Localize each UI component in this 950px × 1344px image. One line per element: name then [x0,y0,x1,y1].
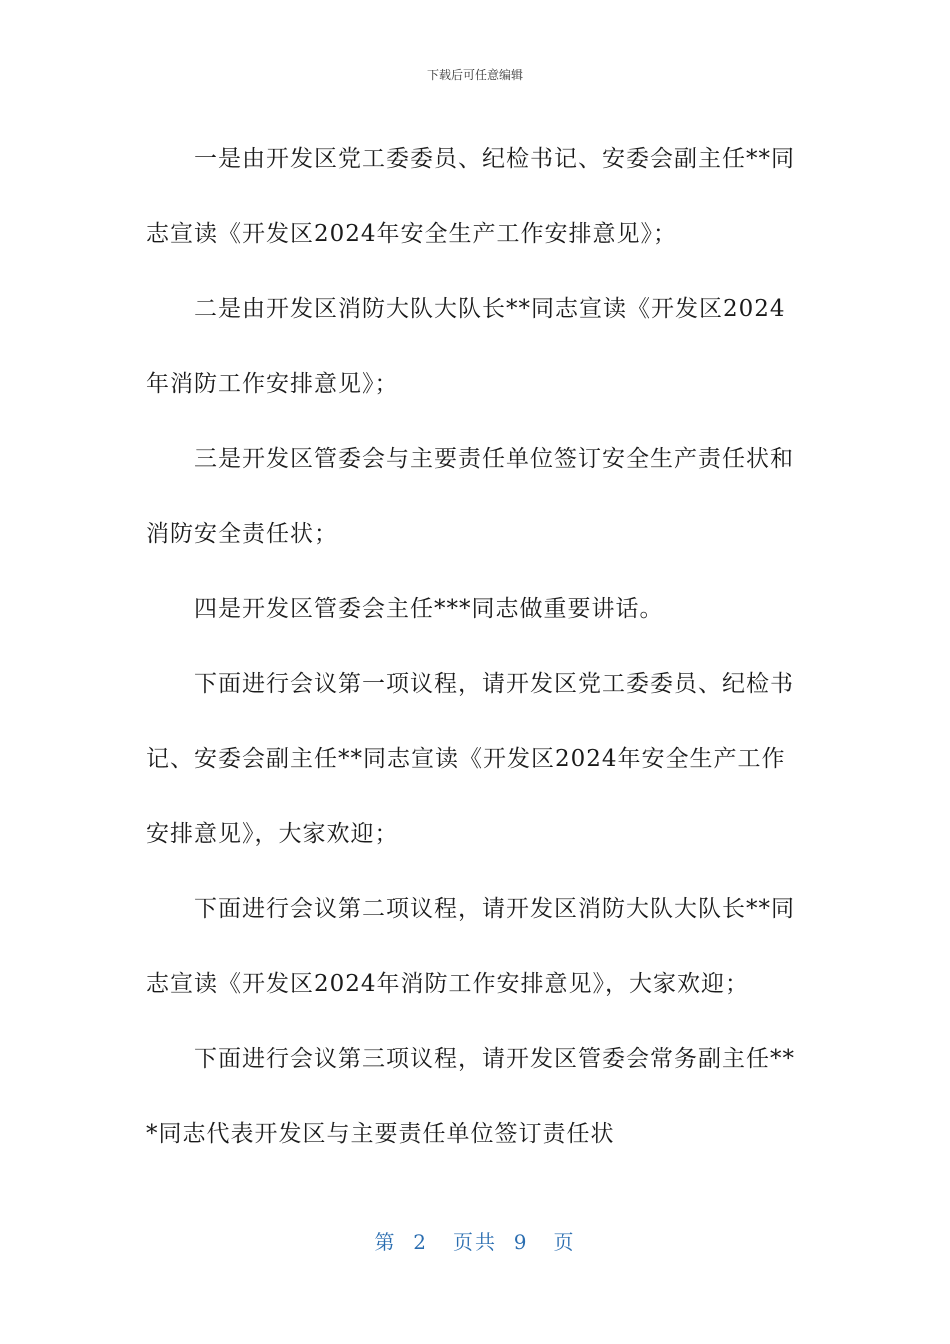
header-note: 下载后可任意编辑 [426,68,523,82]
paragraph: 下面进行会议第二项议程，请开发区消防大队大队长**同志宣读《开发区2024年消防工作安排意见》，大家欢迎； [146,896,795,997]
footer-middle: 页共 [453,1230,497,1254]
footer-prefix: 第 [374,1230,397,1254]
current-page-number: 2 [413,1230,428,1254]
total-pages-number: 9 [513,1230,529,1254]
paragraph: 三是开发区管委会与主要责任单位签订安全生产责任状和消防安全责任状； [146,446,794,547]
paragraph: 四是开发区管委会主任***同志做重要讲话。 [194,596,664,622]
paragraph: 一是由开发区党工委委员、纪检书记、安委会副主任**同志宣读《开发区2024年安全生产工作安排意见》； [146,146,795,247]
paragraph: 二是由开发区消防大队大队长**同志宣读《开发区2024年消防工作安排意见》； [146,296,786,397]
footer-suffix: 页 [553,1230,576,1254]
paragraph: 下面进行会议第三项议程，请开发区管委会常务副主任***同志代表开发区与主要责任单位签订责任状 [146,1046,795,1147]
document-body [146,122,806,1172]
page-footer [0,1226,950,1255]
paragraph: 下面进行会议第一项议程，请开发区党工委委员、纪检书记、安委会副主任**同志宣读《开发区2024年安全生产工作安排意见》，大家欢迎； [146,671,794,847]
